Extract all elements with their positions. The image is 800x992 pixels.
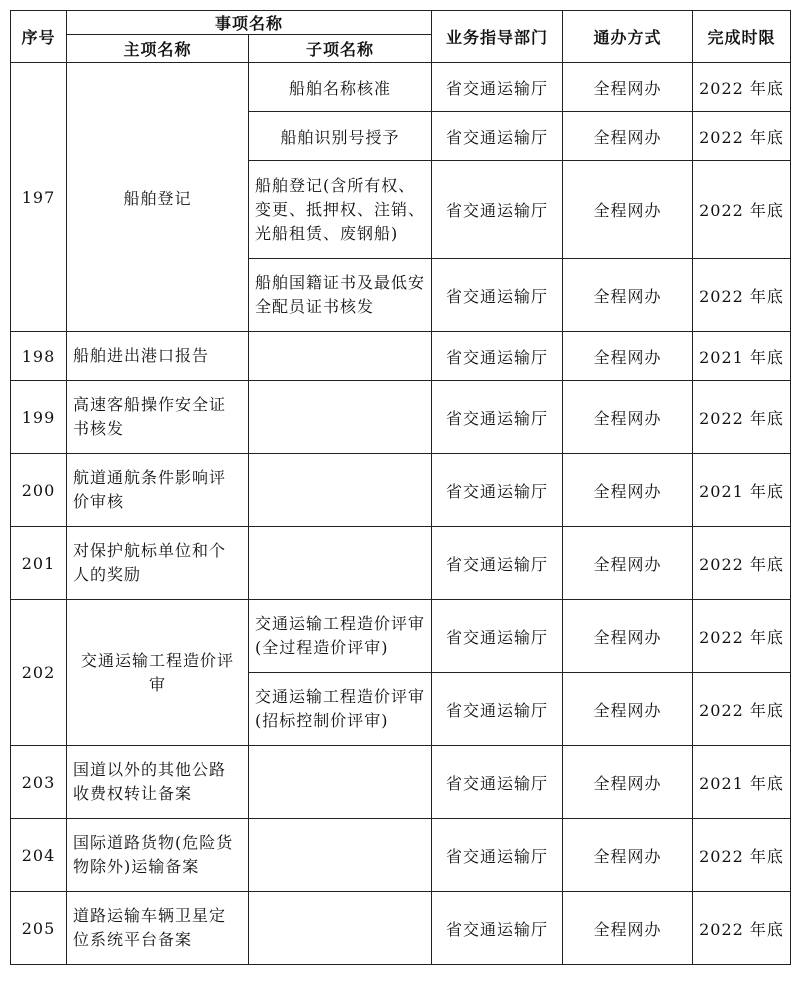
method-cell: 全程网办: [563, 161, 693, 259]
sub-name-cell: 交通运输工程造价评审(招标控制价评审): [249, 673, 432, 746]
sub-name-cell: [249, 746, 432, 819]
table-row: [11, 600, 791, 673]
dept-cell: 省交通运输厅: [432, 673, 563, 746]
deadline-cell: 2022 年底: [693, 259, 791, 332]
table-row: [11, 63, 791, 112]
dept-cell: 省交通运输厅: [432, 332, 563, 381]
method-cell: 全程网办: [563, 454, 693, 527]
method-cell: 全程网办: [563, 746, 693, 819]
sub-name-cell: 船舶国籍证书及最低安全配员证书核发: [249, 259, 432, 332]
main-name-cell: 对保护航标单位和个人的奖励: [67, 527, 249, 600]
method-cell: 全程网办: [563, 819, 693, 892]
sub-name-cell: [249, 381, 432, 454]
seq-cell: 204: [11, 819, 67, 892]
deadline-cell: 2021 年底: [693, 454, 791, 527]
dept-cell: 省交通运输厅: [432, 259, 563, 332]
header-seq: 序号: [11, 11, 67, 63]
sub-name-cell: [249, 819, 432, 892]
dept-cell: 省交通运输厅: [432, 746, 563, 819]
seq-cell: 202: [11, 600, 67, 746]
header-deadline: 完成时限: [693, 11, 791, 63]
deadline-cell: 2022 年底: [693, 381, 791, 454]
sub-name-cell: 交通运输工程造价评审(全过程造价评审): [249, 600, 432, 673]
table-row: [11, 454, 791, 527]
table-row: [11, 527, 791, 600]
main-name-cell: 船舶进出港口报告: [67, 332, 249, 381]
method-cell: 全程网办: [563, 673, 693, 746]
deadline-cell: 2021 年底: [693, 332, 791, 381]
method-cell: 全程网办: [563, 112, 693, 161]
header-sub-name: 子项名称: [249, 35, 432, 63]
dept-cell: 省交通运输厅: [432, 454, 563, 527]
method-cell: 全程网办: [563, 63, 693, 112]
main-name-cell: 船舶登记: [67, 63, 249, 332]
header-dept: 业务指导部门: [432, 11, 563, 63]
table-row: [11, 332, 791, 381]
dept-cell: 省交通运输厅: [432, 819, 563, 892]
main-name-cell: 国道以外的其他公路收费权转让备案: [67, 746, 249, 819]
dept-cell: 省交通运输厅: [432, 112, 563, 161]
sub-name-cell: [249, 892, 432, 965]
table-row: [11, 381, 791, 454]
deadline-cell: 2021 年底: [693, 746, 791, 819]
header-item-name: 事项名称: [67, 11, 432, 35]
dept-cell: 省交通运输厅: [432, 63, 563, 112]
seq-cell: 201: [11, 527, 67, 600]
dept-cell: 省交通运输厅: [432, 600, 563, 673]
dept-cell: 省交通运输厅: [432, 527, 563, 600]
deadline-cell: 2022 年底: [693, 112, 791, 161]
main-name-cell: 高速客船操作安全证书核发: [67, 381, 249, 454]
deadline-cell: 2022 年底: [693, 63, 791, 112]
table-row: [11, 819, 791, 892]
method-cell: 全程网办: [563, 259, 693, 332]
main-name-cell: 国际道路货物(危险货物除外)运输备案: [67, 819, 249, 892]
deadline-cell: 2022 年底: [693, 161, 791, 259]
sub-name-cell: 船舶识别号授予: [249, 112, 432, 161]
seq-cell: 199: [11, 381, 67, 454]
seq-cell: 203: [11, 746, 67, 819]
method-cell: 全程网办: [563, 527, 693, 600]
deadline-cell: 2022 年底: [693, 892, 791, 965]
header-main-name: 主项名称: [67, 35, 249, 63]
service-items-table: [10, 10, 791, 965]
table-row: [11, 892, 791, 965]
method-cell: 全程网办: [563, 381, 693, 454]
seq-cell: 205: [11, 892, 67, 965]
deadline-cell: 2022 年底: [693, 527, 791, 600]
sub-name-cell: [249, 454, 432, 527]
header-method: 通办方式: [563, 11, 693, 63]
method-cell: 全程网办: [563, 892, 693, 965]
sub-name-cell: [249, 527, 432, 600]
deadline-cell: 2022 年底: [693, 673, 791, 746]
method-cell: 全程网办: [563, 600, 693, 673]
dept-cell: 省交通运输厅: [432, 892, 563, 965]
dept-cell: 省交通运输厅: [432, 161, 563, 259]
seq-cell: 197: [11, 63, 67, 332]
main-name-cell: 航道通航条件影响评价审核: [67, 454, 249, 527]
table-row: [11, 746, 791, 819]
method-cell: 全程网办: [563, 332, 693, 381]
dept-cell: 省交通运输厅: [432, 381, 563, 454]
header-row-top: [11, 11, 791, 35]
main-name-cell: 道路运输车辆卫星定位系统平台备案: [67, 892, 249, 965]
sub-name-cell: 船舶登记(含所有权、变更、抵押权、注销、光船租赁、废钢船): [249, 161, 432, 259]
seq-cell: 200: [11, 454, 67, 527]
deadline-cell: 2022 年底: [693, 600, 791, 673]
seq-cell: 198: [11, 332, 67, 381]
deadline-cell: 2022 年底: [693, 819, 791, 892]
sub-name-cell: [249, 332, 432, 381]
main-name-cell: 交通运输工程造价评审: [67, 600, 249, 746]
sub-name-cell: 船舶名称核准: [249, 63, 432, 112]
